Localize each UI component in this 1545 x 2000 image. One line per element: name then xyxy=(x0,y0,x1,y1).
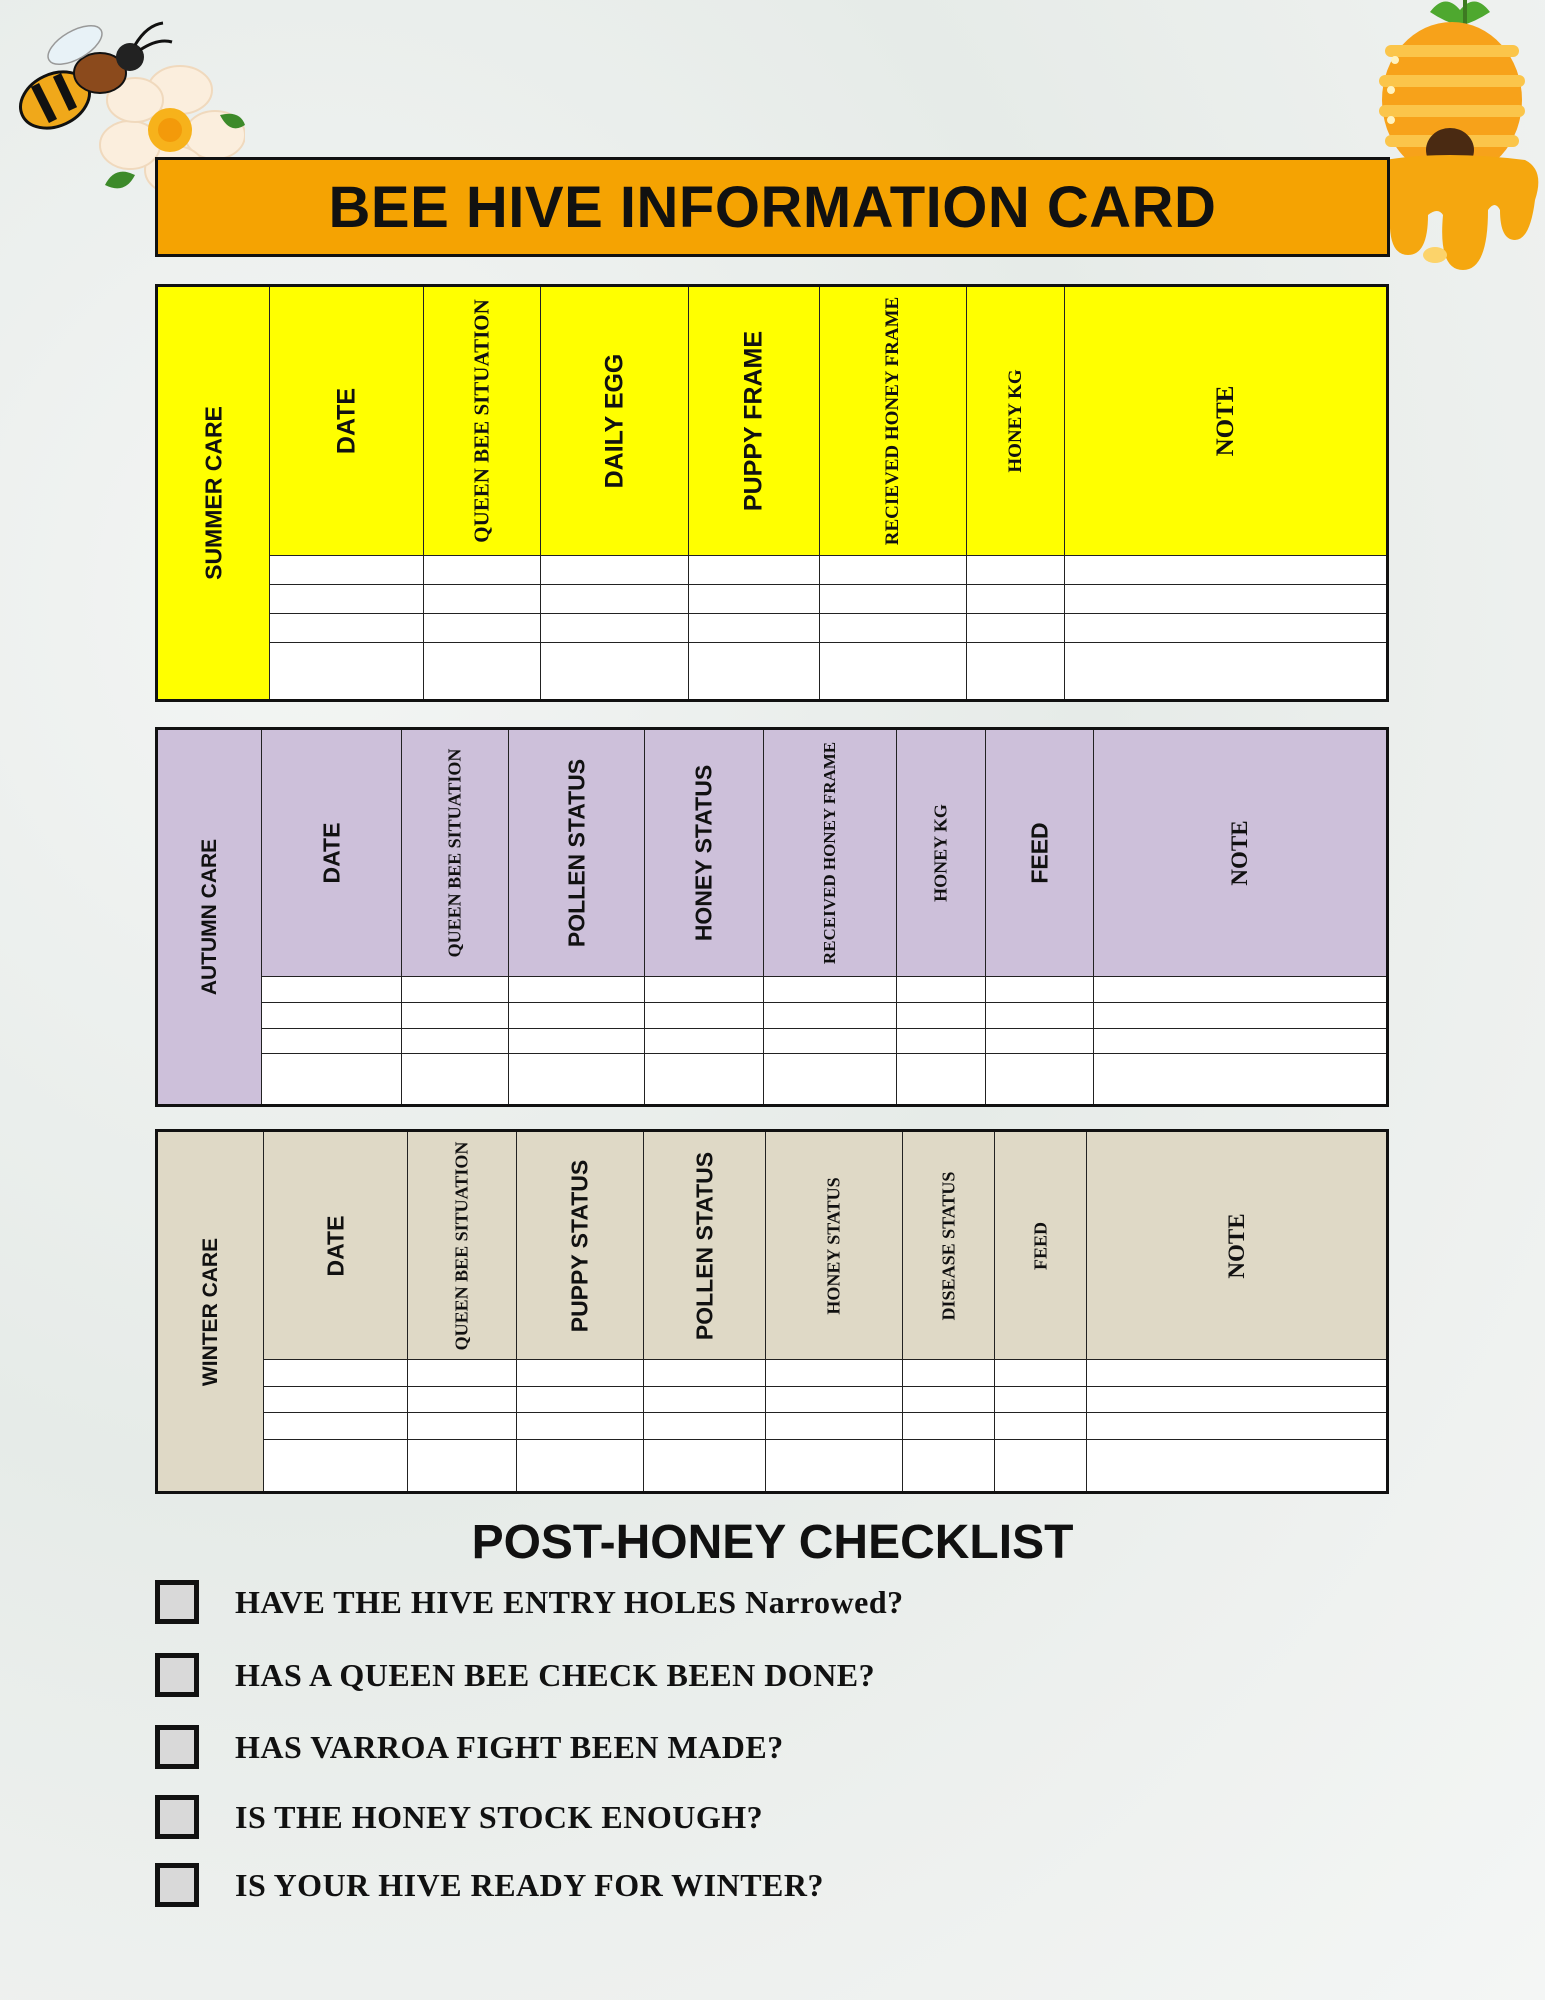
summer-col-daily-egg: DAILY EGG xyxy=(541,286,689,556)
winter-col-honey-status: HONEY STATUS xyxy=(766,1131,903,1360)
summer-care-table xyxy=(155,284,1389,702)
table-row[interactable] xyxy=(157,1439,1388,1492)
beehive-icon xyxy=(1379,0,1525,178)
table-row[interactable] xyxy=(157,1054,1388,1106)
checklist-item[interactable] xyxy=(155,1792,763,1842)
winter-col-queen-bee-situation: QUEEN BEE SITUATION xyxy=(408,1131,517,1360)
table-row[interactable] xyxy=(157,1002,1388,1028)
summer-col-date: DATE xyxy=(270,286,424,556)
checklist-item[interactable] xyxy=(155,1650,875,1700)
autumn-care-table xyxy=(155,727,1389,1107)
checklist-item-label: IS YOUR HIVE READY FOR WINTER? xyxy=(235,1866,824,1903)
table-row[interactable] xyxy=(157,977,1388,1003)
checklist-title: POST-HONEY CHECKLIST xyxy=(471,1516,1074,1569)
checklist-item[interactable] xyxy=(155,1860,824,1910)
title-bar xyxy=(155,157,1390,257)
summer-col-note: NOTE xyxy=(1065,286,1388,556)
checkbox[interactable] xyxy=(155,1653,199,1697)
checklist-item-label: HAS VARROA FIGHT BEEN MADE? xyxy=(235,1728,784,1765)
page-title: BEE HIVE INFORMATION CARD xyxy=(328,174,1217,240)
beehive-illustration xyxy=(1365,0,1545,305)
table-row[interactable] xyxy=(157,643,1388,701)
honey-drip-icon xyxy=(1385,155,1538,270)
checkbox[interactable] xyxy=(155,1725,199,1769)
autumn-col-feed: FEED xyxy=(986,729,1094,977)
autumn-col-queen-bee-situation: QUEEN BEE SITUATION xyxy=(402,729,509,977)
summer-col-puppy-frame: PUPPY FRAME xyxy=(689,286,820,556)
winter-care-table xyxy=(155,1129,1389,1494)
checklist-item-label: IS THE HONEY STOCK ENOUGH? xyxy=(235,1798,764,1835)
checkbox[interactable] xyxy=(155,1580,199,1624)
summer-col-received-honey-frame: RECIEVED HONEY FRAME xyxy=(820,286,967,556)
summer-col-honey-kg: HONEY KG xyxy=(967,286,1065,556)
table-row[interactable] xyxy=(157,585,1388,614)
autumn-col-note: NOTE xyxy=(1094,729,1388,977)
winter-col-feed: FEED xyxy=(995,1131,1087,1360)
winter-col-pollen-status: POLLEN STATUS xyxy=(644,1131,766,1360)
summer-care-label: SUMMER CARE xyxy=(157,286,270,701)
winter-col-date: DATE xyxy=(264,1131,408,1360)
autumn-col-received-honey-frame: RECEIVED HONEY FRAME xyxy=(764,729,897,977)
table-row[interactable] xyxy=(157,1360,1388,1387)
table-row[interactable] xyxy=(157,614,1388,643)
checklist-item-label: HAVE THE HIVE ENTRY HOLES Narrowed? xyxy=(235,1583,904,1620)
winter-col-puppy-status: PUPPY STATUS xyxy=(517,1131,644,1360)
checkbox[interactable] xyxy=(155,1863,199,1907)
table-row[interactable] xyxy=(157,556,1388,585)
winter-care-label: WINTER CARE xyxy=(157,1131,264,1493)
winter-col-disease-status: DISEASE STATUS xyxy=(903,1131,995,1360)
checklist-item[interactable] xyxy=(155,1722,784,1772)
table-row[interactable] xyxy=(157,1386,1388,1413)
checklist-item-label: HAS A QUEEN BEE CHECK BEEN DONE? xyxy=(235,1656,876,1693)
autumn-col-honey-status: HONEY STATUS xyxy=(645,729,764,977)
checklist-item[interactable] xyxy=(155,1577,904,1627)
autumn-col-date: DATE xyxy=(262,729,402,977)
autumn-col-honey-kg: HONEY KG xyxy=(897,729,986,977)
autumn-care-label: AUTUMN CARE xyxy=(157,729,262,1106)
winter-col-note: NOTE xyxy=(1087,1131,1388,1360)
summer-col-queen-bee-situation: QUEEN BEE SITUATION xyxy=(424,286,541,556)
autumn-col-pollen-status: POLLEN STATUS xyxy=(509,729,645,977)
checkbox[interactable] xyxy=(155,1795,199,1839)
table-row[interactable] xyxy=(157,1413,1388,1440)
table-row[interactable] xyxy=(157,1028,1388,1054)
